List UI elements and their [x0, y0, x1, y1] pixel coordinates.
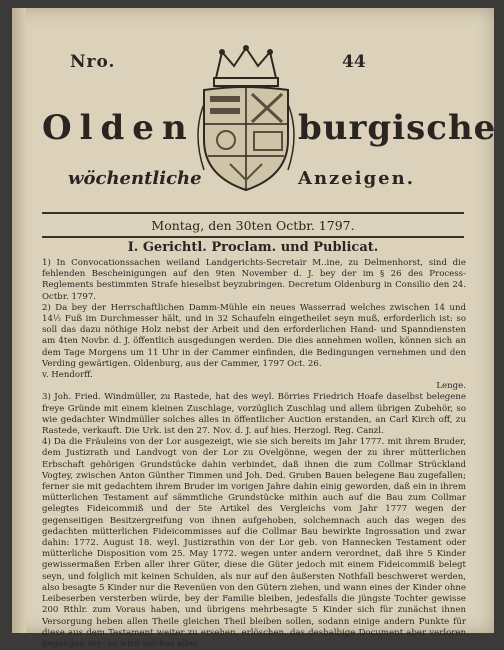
notice-3: 3) Joh. Fried. Windmüller, zu Rastede, hat des weyl. Börries Friedrich Hoafe daselbst belegene freye Gründe mit einem kleinen Zuschlage, vorzüglich Zuschlag und allem übrigen Zubehör, so wie gedachter Windmüller solches alles in öffentlicher Auction erstanden, an Carl Kirch off, zu Rastede, verkauft. Die Urk. ist den 27. Nov. d. J. auf hies. Herzogl. Reg. Canzl. [42, 392, 466, 437]
article-body [42, 258, 466, 650]
coat-of-arms-crest [190, 44, 302, 200]
top-rule [42, 212, 464, 214]
newspaper-page [12, 8, 497, 649]
notice-1: 1) In Convocationssachen weiland Landgerichts-Secretair M..ine, zu Delmenhorst, sind die fehlenden Bescheinigungen auf den 9ten November d. J. bey der im § 26 des Process-Reglements bestimmten Strafe hieselbst beyzubringen. Decretum Oldenburg in Consilio den 24. Octbr. 1797. [42, 258, 466, 302]
masthead-title-left: Olden [42, 108, 195, 148]
notice-2: 2) Da bey der Herrschaftlichen Damm-Mühle ein neues Wasserrad welches zwischen 14 und 14½ Fuß im Durchmesser hält, und in 32 Schaufeln eingetheilet seyn muß, erforderlich ist: so soll das dazu nöthige Holz nebst der Arbeit und den erforderlichen Hand- und Spanndiensten am 4ten Novbr. d. J. öffentlich ausgedungen werden. Die dies annehmen wollen, können sich an dem Tage Morgens um 11 Uhr in der Cammer einfinden, die Bedingungen vernehmen und den Verding gewärtigen. Oldenburg, aus der Cammer, 1797 Oct. 26. [42, 302, 466, 369]
notice-2-signature-right: Lenge. [436, 381, 466, 392]
notice-2-signature: v. Hendorff. [42, 370, 93, 381]
nro-label: Nro. [70, 52, 116, 72]
section-heading: I. Gerichtl. Proclam. und Publicat. [127, 240, 379, 255]
masthead-subtitle-left: wöchentliche [68, 168, 202, 189]
masthead-title-right: burgische [298, 108, 497, 148]
notice-4: 4) Da die Fräuleins von der Lor ausgezeigt, wie sie sich bereits im Jahr 1777. mit ihrem Bruder, dem Justizrath und Landvogt von der Lor zu Ovelgönne, wegen der zu ihrer mütterlichen Erbschaft gehörigen Grundstücke dahin verbindet, daß ihnen die zum Collmar Strückland Vogtey, zwischen Anton Günther Timmen und Joh. Ded. Gruben Bauen belegene Bau zugefallen; ferner sie mit gedachtem ihrem Bruder im vorigen Jahre dahin einig geworden, daß ein in ihrem mütterlichen Testament auf sämmtliche Grundstücke mithin auch auf die Bau zum Collmar gelegtes Fideicommiß und der 5te Artikel des Vergleichs vom Jahr 1777 wegen der gegenseitigen Besitzergreifung von ihnen aufgehoben, solchemnach auch das wegen des gedachten mütterlichen Fideicommisses auf die Collmar Bau bewirkte Ingrossation und zwar dahin: 1772. August 18. weyl. Justizrathin von der Lor geb. von Hannecken Testament oder mütterliche Disposition vom 25. May 1772. wegen unter andern verordnet, daß ihre 5 Kinder gewissermaßen Erben aller ihrer Güter, diese die Güter jedoch mit einem Fideicommiß belegt seyn, und folglich mit keinen Schulden, als nur auf den äußersten Nothfall beschweret werden, also besagte 5 Kinder nur die Revenüen von den Gütern ziehen, und wann eines der Kinder ohne Leibeserben versterben würde, bey der Familie bleiben, jedesfalls die jüngste Tochter gewisse 200 Rthlr. zum Voraus haben, und übrigens mehrbesagte 5 Kinder sich für zunächst ihnen Versorgung heben allen Theile gleichen Theil bleiben sollen, sodann einige andern Punkte für diese aus dem Testament weiter zu ersehen, erlöschen, das deshalbige Document aber verloren gegangen sey: so wird solches alles [42, 437, 466, 649]
issue-date: Montag, den 30ten Octbr. 1797. [151, 218, 355, 233]
date-rule [42, 236, 464, 238]
masthead-subtitle-right: Anzeigen. [298, 168, 415, 189]
issue-number: 44 [342, 52, 366, 72]
page-spine [12, 8, 26, 633]
